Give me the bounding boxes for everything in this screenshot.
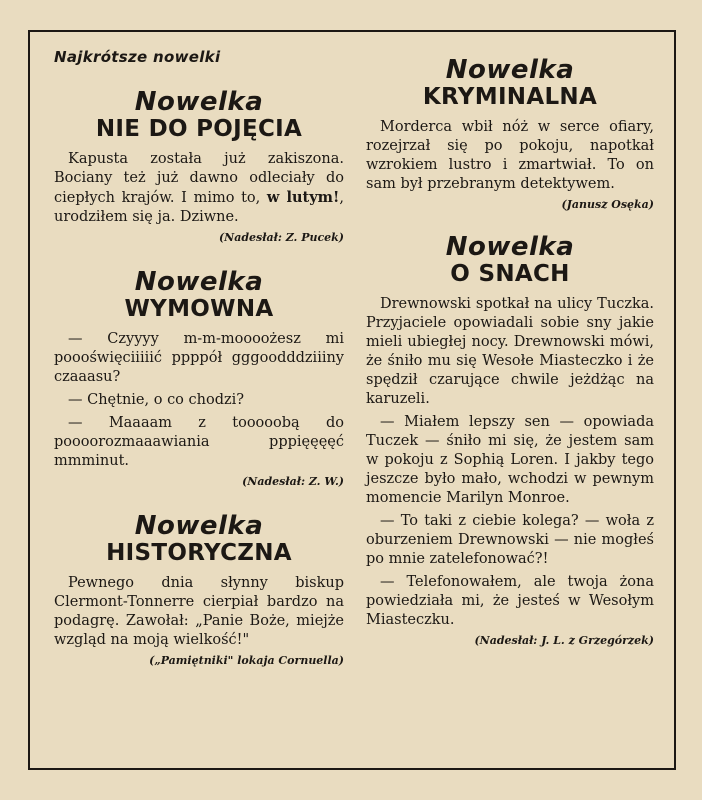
story-text-end: , urodziłem się ja. Dziwne. xyxy=(54,190,344,225)
story-label: Nowelka xyxy=(445,232,575,262)
story-credit: (Nadesłał: Z. Pucek) xyxy=(218,231,344,244)
story-title: NIE DO POJĘCIA xyxy=(95,116,303,142)
story-text-bold: w lutym! xyxy=(266,189,340,206)
left-column xyxy=(54,48,344,667)
story-historyczna xyxy=(54,512,344,667)
right-column xyxy=(366,56,654,647)
story-body xyxy=(366,295,654,630)
story-paragraph: — Chętnie, o co chodzi? xyxy=(68,392,245,408)
story-title: O SNACH xyxy=(450,261,570,287)
series-title: Najkrótsze nowelki xyxy=(54,48,221,66)
story-paragraph: Morderca wbił nóż w serce ofiary, rozejrzał się po pokoju, napotkał wzrokiem lustro i zmartwiał. To on sam był przebranym detektywem. xyxy=(366,119,654,192)
story-paragraph: Pewnego dnia słynny biskup Clermont-Tonnerre cierpiał bardzo na podagrę. Zawołał: „Panie Boże, miejże wzgląd na moją wielkość!" xyxy=(54,575,344,648)
story-paragraph: — To taki z ciebie kolega? — woła z oburzeniem Drewnowski — nie mogłeś po mnie zatelefonować?! xyxy=(366,513,654,567)
story-body xyxy=(366,118,654,194)
story-paragraph: — Maaaam z tooooobą do poooorozmaaawiania pppięęęęć mmminut. xyxy=(54,415,344,469)
story-credit: (Nadesłał: J. L. z Grzegórzek) xyxy=(474,634,654,647)
story-credit: („Pamiętniki" lokaja Cornuella) xyxy=(149,654,344,667)
story-label: Nowelka xyxy=(134,511,264,541)
story-body xyxy=(54,150,344,227)
story-paragraph: — Miałem lepszy sen — opowiada Tuczek — śniło mi się, że jestem sam w pokoju z Sophią Loren. I jakby tego jeszcze było mało, wchodzi w pewnym momencie Marilyn Monroe. xyxy=(366,414,654,506)
story-wymowna xyxy=(54,268,344,488)
story-paragraph: — Czyyyy m-m-moooożesz mi poooświęciiiiić ppppół gggoodddziiiny czaaasu? xyxy=(54,331,344,385)
story-o-snach xyxy=(366,233,654,647)
story-credit: (Nadesłał: Z. W.) xyxy=(242,475,344,488)
story-text: Kapusta została już zakiszona. Bociany też już dawno odleciały do ciepłych krajów. I mimo to, xyxy=(54,151,344,206)
story-body xyxy=(54,574,344,650)
story-paragraph: Drewnowski spotkał na ulicy Tuczka. Przyjaciele opowiadali sobie sny jakie mieli ubiegłej nocy. Drewnowski mówi, że śniło mu się Wesołe Miasteczko i że spędził czarujące chwile jeżdżąc na karuzeli. xyxy=(366,296,654,407)
story-label: Nowelka xyxy=(134,267,264,297)
story-paragraph: — Telefonowałem, ale twoja żona powiedziała mi, że jesteś w Wesołym Miasteczku. xyxy=(366,574,654,628)
story-kryminalna xyxy=(366,56,654,211)
story-body xyxy=(54,330,344,471)
story-title: WYMOWNA xyxy=(124,296,274,322)
story-nie-do-pojecia xyxy=(54,88,344,244)
story-title: HISTORYCZNA xyxy=(106,540,292,566)
story-title: KRYMINALNA xyxy=(422,84,598,110)
story-credit: (Janusz Osęka) xyxy=(561,198,654,211)
story-label: Nowelka xyxy=(134,87,264,117)
story-label: Nowelka xyxy=(445,55,575,85)
